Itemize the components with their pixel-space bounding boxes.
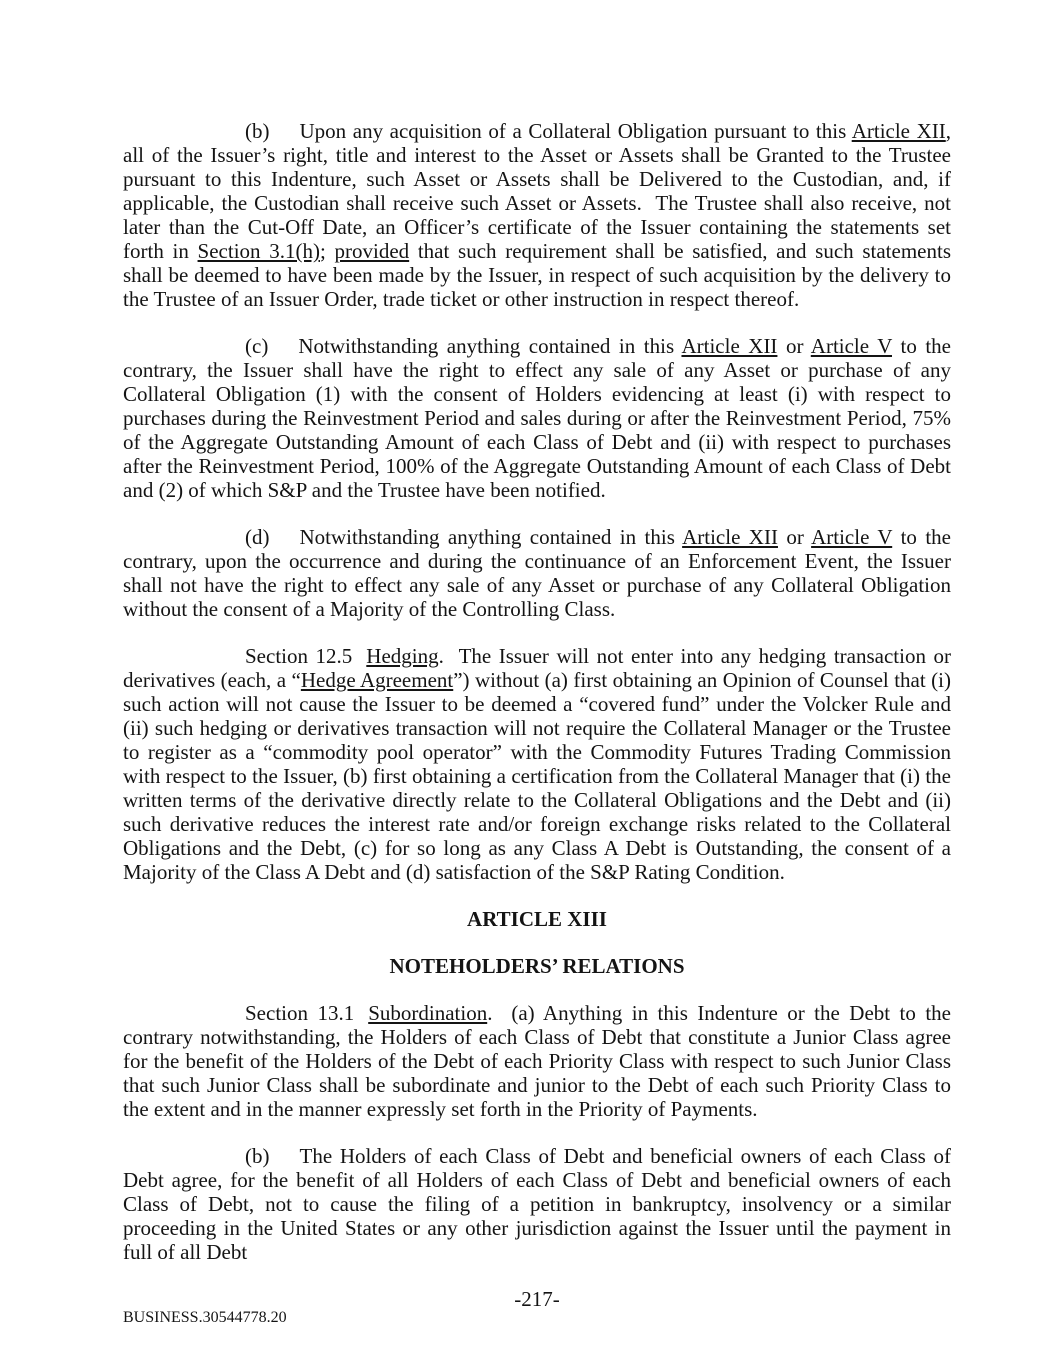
text-run: Upon any acquisition of a Collateral Obligation pursuant to this [299, 119, 852, 143]
text-run: to the contrary, the Issuer shall have the right to effect any sale of any Asset or purchase of any Collateral Obligation (1) with the consent of Holders evidencing at least (i) with respect to purchases during the Reinvestment Period and sales during or after the Reinvestment Period, 75% of the Aggregate Outstanding Amount of each Class of Debt and (ii) with respect to purchases after the Reinvestment Period, 100% of the Aggregate Outstanding Amount of each Class of Debt and (2) of which S&P and the Trustee have been notified. [123, 334, 951, 502]
noteholders-relations-heading [123, 954, 951, 978]
underlined-reference: Article V [811, 525, 893, 549]
underlined-reference: Hedging [366, 644, 439, 668]
text-run: ; [319, 239, 335, 263]
text-run: . The Issuer will not enter into any hedging transaction or derivatives (each, a “ [123, 644, 951, 692]
text-run: (b) [245, 1144, 270, 1168]
text-run: The Holders of each Class of Debt and beneficial owners of each Class of Debt agree, for the benefit of all Holders of each Class of Debt and beneficial owners of each Class of Debt, not to cause the filing of a petition in bankruptcy, insolvency or a similar proceeding in the United States or any other jurisdiction against the Issuer until the payment in full of all Debt [123, 1144, 951, 1264]
page-footer [123, 1287, 951, 1327]
paragraph-12-4-d [123, 525, 951, 621]
text-run: Notwithstanding anything contained in this [298, 334, 682, 358]
underlined-reference: provided [334, 239, 410, 263]
text-run: to the contrary, upon the occurrence and during the continuance of an Enforcement Event, the Issuer shall not have the right to effect any sale of any Asset or purchase of any Collateral Obligation without the consent of a Majority of the Controlling Class. [123, 525, 951, 621]
paragraph-12-4-b [123, 119, 951, 311]
text-run: ARTICLE XIII [467, 907, 607, 931]
underlined-reference: Section 3.1(h) [197, 239, 320, 263]
section-12-5-hedging [123, 644, 951, 884]
section-13-1-subordination [123, 1001, 951, 1121]
text-run: Section 12.5 [245, 644, 353, 668]
paragraph-13-1-b [123, 1144, 951, 1264]
text-run: Section 13.1 [245, 1001, 355, 1025]
text-run: (c) [245, 334, 269, 358]
paragraph-12-4-c [123, 334, 951, 502]
article-xiii-heading [123, 907, 951, 931]
underlined-reference: Article XII [851, 119, 946, 143]
underlined-reference: Hedge Agreement [300, 668, 454, 692]
document-body [123, 119, 951, 1264]
underlined-reference: Subordination [368, 1001, 488, 1025]
text-run: Notwithstanding anything contained in this [299, 525, 683, 549]
document-id-stamp: BUSINESS.30544778.20 [123, 1309, 287, 1326]
page-number: -217- [514, 1287, 560, 1311]
text-run: or [777, 334, 811, 358]
text-run: (b) [245, 119, 270, 143]
underlined-reference: Article XII [681, 334, 778, 358]
underlined-reference: Article XII [682, 525, 778, 549]
text-run: , all of the Issuer’s right, title and interest to the Asset or Assets shall be Granted to the Trustee pursuant to this Indenture, such Asset or Assets shall be Delivered to the Custodian, and, if applicable, the Custodian shall receive such Asset or Assets. The Trustee shall also receive, not later than the Cut-Off Date, an Officer’s certificate of the Issuer containing the statements set forth in [123, 119, 951, 263]
text-run: (d) [245, 525, 270, 549]
underlined-reference: Article V [810, 334, 892, 358]
text-run: ”) without (a) first obtaining an Opinion of Counsel that (i) such action will not cause the Issuer to be deemed a “covered fund” under the Volcker Rule and (ii) such hedging or derivatives transaction will not require the Collateral Manager or the Trustee to register as a “commodity pool operator” with the Commodity Futures Trading Commission with respect to the Issuer, (b) first obtaining a certification from the Collateral Manager that (i) the written terms of the derivative directly relate to the Collateral Obligations and the Debt and (ii) such derivative reduces the interest rate and/or foreign exchange risks related to the Collateral Obligations and the Debt, (c) for so long as any Class A Debt is Outstanding, the consent of a Majority of the Class A Debt and (d) satisfaction of the S&P Rating Condition. [123, 668, 951, 884]
text-run: . (a) Anything in this Indenture or the Debt to the contrary notwithstanding, the Holders of each Class of Debt that constitute a Junior Class agree for the benefit of the Holders of the Debt of each Priority Class with respect to such Junior Class that such Junior Class shall be subordinate and junior to the Debt of each such Priority Class to the extent and in the manner expressly set forth in the Priority of Payments. [123, 1001, 951, 1121]
text-run: or [777, 525, 812, 549]
text-run: that such requirement shall be satisfied, and such statements shall be deemed to have been made by the Issuer, in respect of such acquisition by the delivery to the Trustee of an Issuer Order, trade ticket or other instruction in respect thereof. [123, 239, 951, 311]
text-run: NOTEHOLDERS’ RELATIONS [389, 954, 685, 978]
